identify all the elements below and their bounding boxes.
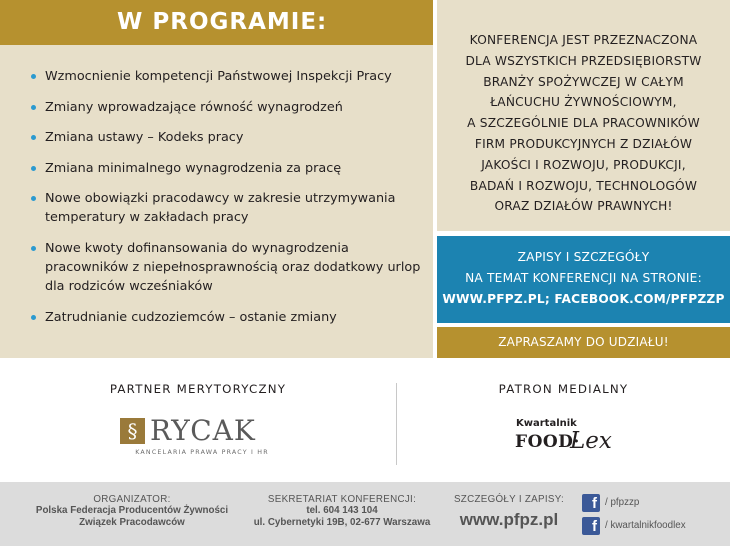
rycak-name: RYCAK xyxy=(150,414,256,447)
rycak-mark-glyph: § xyxy=(127,419,138,443)
target-line: KONFERENCJA JEST PRZEZNACZONA xyxy=(469,33,698,47)
target-audience-text xyxy=(437,30,730,217)
target-line: ORAZ DZIAŁÓW PRAWNYCH! xyxy=(494,199,673,214)
facebook-icon: f xyxy=(582,494,600,512)
invite-text: ZAPRASZAMY DO UDZIAŁU! xyxy=(498,335,669,349)
signup-line: ZAPISY I SZCZEGÓŁY xyxy=(517,250,650,264)
facebook-link-pfpzzp[interactable] xyxy=(582,494,722,512)
list-item: Zmiany wprowadzające równość wynagrodzeń xyxy=(28,98,423,117)
rycak-subtitle: KANCELARIA PRAWA PRACY I HR xyxy=(135,449,269,456)
details-column xyxy=(444,494,574,530)
list-item: Nowe kwoty dofinansowania do wynagrodzenia pracowników z niepełnosprawnością oraz dodatkowy urlop dla rodziców wcześniaków xyxy=(28,239,423,296)
program-title: W PROGRAMIE: xyxy=(117,9,328,35)
signup-links[interactable]: WWW.PFPZ.PL; FACEBOOK.COM/PFPZZP xyxy=(442,292,725,306)
target-line: JAKOŚCI I ROZWOJU, PRODUKCJI, xyxy=(481,157,686,172)
list-item: Zmiana minimalnego wynagrodzenia za pracę xyxy=(28,159,423,178)
secretariat-column xyxy=(246,494,438,529)
target-line: BADAŃ I ROZWOJU, TECHNOLOGÓW xyxy=(469,178,698,193)
target-line: DLA WSZYSTKICH PRZEDSIĘBIORSTW xyxy=(465,53,702,68)
foodlex-kwartalnik: Kwartalnik xyxy=(516,418,577,429)
target-line: A SZCZEGÓLNIE DLA PRACOWNIKÓW xyxy=(467,116,700,131)
website-link[interactable]: www.pfpz.pl xyxy=(459,510,559,529)
organizer-subname: Związek Pracodawców xyxy=(79,517,185,528)
facebook-link-foodlex[interactable] xyxy=(582,517,722,535)
facebook-icon: f xyxy=(582,517,600,535)
program-panel xyxy=(0,45,433,358)
list-item: Zatrudnianie cudzoziemców – ostanie zmiany xyxy=(28,308,423,327)
signup-text xyxy=(437,247,730,310)
footer xyxy=(0,482,730,546)
partner-divider xyxy=(396,383,397,465)
list-item: Zmiana ustawy – Kodeks pracy xyxy=(28,128,423,147)
foodlex-lex: Lex xyxy=(570,428,612,454)
facebook-handle: / kwartalnikfoodlex xyxy=(605,520,686,531)
target-audience-panel xyxy=(437,0,730,231)
foodlex-food: FOOD· xyxy=(515,432,580,452)
signup-line: NA TEMAT KONFERENCJI NA STRONIE: xyxy=(465,271,702,285)
foodlex-logo xyxy=(508,418,618,460)
organizer-column xyxy=(8,494,256,529)
partner-label: PARTNER MERYTORYCZNY xyxy=(109,382,287,396)
list-item: Nowe obowiązki pracodawcy w zakresie utrzymywania temperatury w zakładach pracy xyxy=(28,189,423,227)
patron-label: PATRON MEDIALNY xyxy=(498,382,629,396)
details-label: SZCZEGÓŁY I ZAPISY: xyxy=(453,494,565,505)
target-line: ŁAŃCUCHU ŻYWNOŚCIOWYM, xyxy=(490,95,677,110)
rycak-logo xyxy=(120,416,280,460)
secretariat-address: ul. Cybernetyki 19B, 02-677 Warszawa xyxy=(253,517,431,528)
section-mark-icon xyxy=(120,418,145,444)
organizer-label: ORGANIZATOR: xyxy=(93,494,171,505)
list-item: Wzmocnienie kompetencji Państwowej Inspekcji Pracy xyxy=(28,67,423,86)
target-line: FIRM PRODUKCYJNYCH Z DZIAŁÓW xyxy=(474,136,693,151)
target-line: BRANŻY SPOŻYWCZEJ W CAŁYM xyxy=(483,74,684,89)
signup-panel xyxy=(437,236,730,323)
secretariat-label: SEKRETARIAT KONFERENCJI: xyxy=(267,494,417,505)
organizer-name: Polska Federacja Producentów Żywności xyxy=(35,505,229,516)
facebook-handle: / pfpzzp xyxy=(605,497,640,508)
secretariat-phone: tel. 604 143 104 xyxy=(306,505,378,516)
invite-banner xyxy=(437,327,730,358)
program-list xyxy=(28,67,423,338)
